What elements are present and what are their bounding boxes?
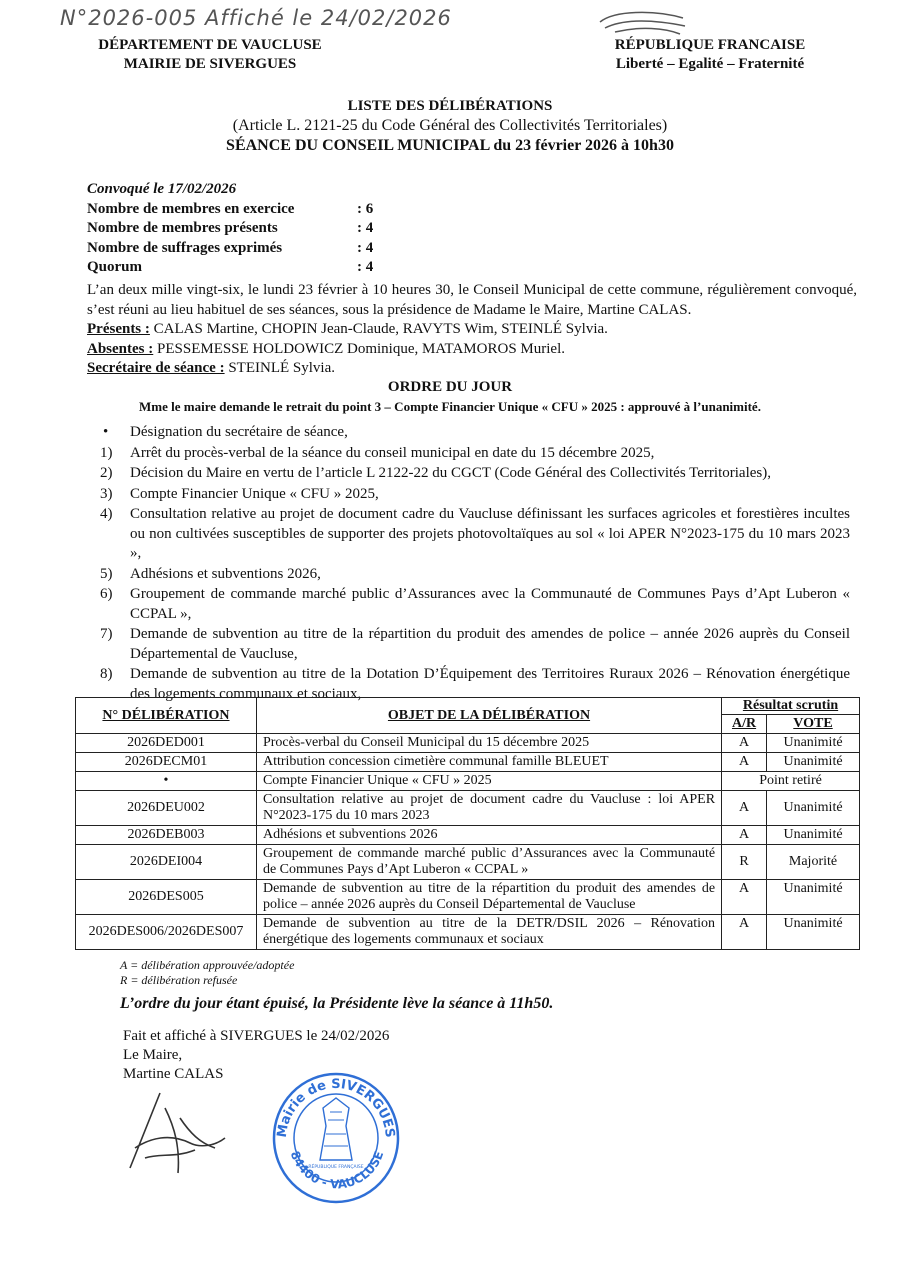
meeting-meta (87, 180, 373, 278)
agenda-note: Mme le maire demande le retrait du point 3 – Compte Financier Unique « CFU » 2025 : approuvé à l’unanimité. (139, 399, 761, 414)
table-row: 2026DECM01 Attribution concession cimetière communal famille BLEUET A Unanimité (76, 753, 860, 772)
header-right (585, 36, 835, 74)
legend (120, 958, 294, 988)
table-row: 2026DED001 Procès-verbal du Conseil Municipal du 15 décembre 2025 A Unanimité (76, 734, 860, 753)
meta-row: Nombre de membres en exercice : 6 (87, 200, 374, 217)
absentes-line: Absentes : PESSEMESSE HOLDOWICZ Dominique, MATAMOROS Muriel. (87, 340, 565, 357)
fait-affiche-line: Fait et affiché à SIVERGUES le 24/02/2026 (123, 1028, 390, 1044)
presents-line: Présents : CALAS Martine, CHOPIN Jean-Claude, RAVYTS Wim, STEINLÉ Sylvia. (87, 321, 608, 337)
mairie-stamp (268, 1068, 403, 1208)
deliberations-table (75, 697, 860, 950)
republic-name: RÉPUBLIQUE FRANCAISE (614, 37, 806, 53)
mayor-title: Le Maire, (123, 1047, 183, 1063)
agenda-item: 1) Arrêt du procès-verbal de la séance du conseil municipal en date du 15 décembre 2025, (100, 444, 655, 461)
table-row: 2026DES006/2026DES007 Demande de subvention au titre de la DETR/DSIL 2026 – Rénovation énergétique des logements communaux et sociaux A Unanimité (76, 915, 860, 950)
table-row: 2026DES005 Demande de subvention au titre de la répartition du produit des amendes de police – année 2026 auprès du Conseil Départemental de Vaucluse A Unanimité (76, 880, 860, 915)
agenda-item: 2) Décision du Maire en vertu de l’article L 2122-22 du CGCT (Code Général des Collectivités Territoriales), (100, 465, 771, 481)
page-subtitle-article: (Article L. 2121-25 du Code Général des Collectivités Territoriales) (232, 117, 668, 134)
agenda-item: 3) Compte Financier Unique « CFU » 2025, (100, 485, 379, 502)
col-header-ar: A/R (722, 715, 767, 734)
table-row: 2026DEB003 Adhésions et subventions 2026 A Unanimité (76, 826, 860, 845)
stamp-top-text: Mairie de SIVERGUES (274, 1077, 398, 1139)
agenda-item: 4) Consultation relative au projet de document cadre du Vaucluse définissant les surfaces agricoles et forestières incultes ou non cultivées susceptibles de supporter des projets photovoltaïques au sol « loi APER N°2023-175 du 10 mars 2023 », (100, 506, 850, 561)
agenda-item: 7) Demande de subvention au titre de la répartition du produit des amendes de police – année 2026 auprès du Conseil Départemental de Vaucluse, (100, 626, 850, 662)
legend-r: R = délibération refusée (120, 973, 238, 987)
agenda-item: 6) Groupement de commande marché public d’Assurances avec la Communauté de Communes Pays d’Apt Luberon « CCPAL », (100, 586, 850, 622)
col-header-vote: VOTE (767, 715, 860, 734)
agenda-item: • Désignation du secrétaire de séance, (103, 424, 348, 440)
agenda-item: 8) Demande de subvention au titre de la Dotation D’Équipement des Territoires Ruraux 2026 – Rénovation énergétique des logements communaux et sociaux, (100, 666, 850, 702)
secretaire-line: Secrétaire de séance : STEINLÉ Sylvia. (87, 360, 335, 376)
convocation-date: Convoqué le 17/02/2026 (87, 181, 237, 197)
republic-motto: Liberté – Egalité – Fraternité (615, 56, 805, 72)
col-header-objet: OBJET DE LA DÉLIBÉRATION (256, 698, 721, 734)
agenda-heading: ORDRE DU JOUR (387, 379, 513, 395)
stamp-bottom-text: 84400 - VAUCLUSE (287, 1149, 387, 1192)
mairie-name: MAIRIE DE SIVERGUES (123, 56, 297, 72)
page-subtitle-seance: SÉANCE DU CONSEIL MUNICIPAL du 23 février 2026 à 10h30 (226, 137, 674, 154)
col-header-result: Résultat scrutin (722, 698, 860, 715)
mayor-signature (120, 1088, 230, 1178)
table-row: 2026DEU002 Consultation relative au projet de document cadre du Vaucluse : loi APER N°2023-175 du 10 mars 2023 A Unanimité (76, 791, 860, 826)
table-row: 2026DEI004 Groupement de commande marché public d’Assurances avec la Communauté de Communes Pays d’Apt Luberon « CCPAL » R Majorité (76, 845, 860, 880)
agenda-list (100, 423, 850, 705)
meta-row: Nombre de membres présents : 4 (87, 220, 374, 236)
table-header-row (76, 698, 860, 715)
closing-statement: L’ordre du jour étant épuisé, la Présidente lève la séance à 11h50. (120, 995, 554, 1012)
header-left (70, 36, 350, 74)
handwritten-note: N°2026-005 Affiché le 24/02/2026 (60, 6, 452, 30)
mayor-name: Martine CALAS (123, 1066, 224, 1082)
department-name: DÉPARTEMENT DE VAUCLUSE (98, 37, 322, 53)
meta-row: Nombre de suffrages exprimés : 4 (87, 239, 374, 256)
scribble-initials (595, 8, 690, 36)
legend-a: A = délibération approuvée/adoptée (120, 958, 295, 972)
agenda-item: 5) Adhésions et subventions 2026, (100, 565, 321, 582)
col-header-num: N° DÉLIBÉRATION (76, 698, 257, 734)
page-title: LISTE DES DÉLIBÉRATIONS (347, 98, 553, 114)
intro-block (87, 281, 857, 379)
stamp-inner-text: RÉPUBLIQUE FRANÇAISE (308, 1165, 364, 1170)
intro-paragraph: L’an deux mille vingt-six, le lundi 23 février à 10 heures 30, le Conseil Municipal de cette commune, régulièrement convoqué, s’est réuni au lieu habituel de ses séances, sous la présidence de Madame le Maire, Martine CALAS. (87, 282, 857, 318)
meta-row: Quorum : 4 (87, 259, 374, 275)
point-retire: Point retiré (722, 772, 860, 791)
table-row: • Compte Financier Unique « CFU » 2025 Point retiré (76, 772, 860, 791)
